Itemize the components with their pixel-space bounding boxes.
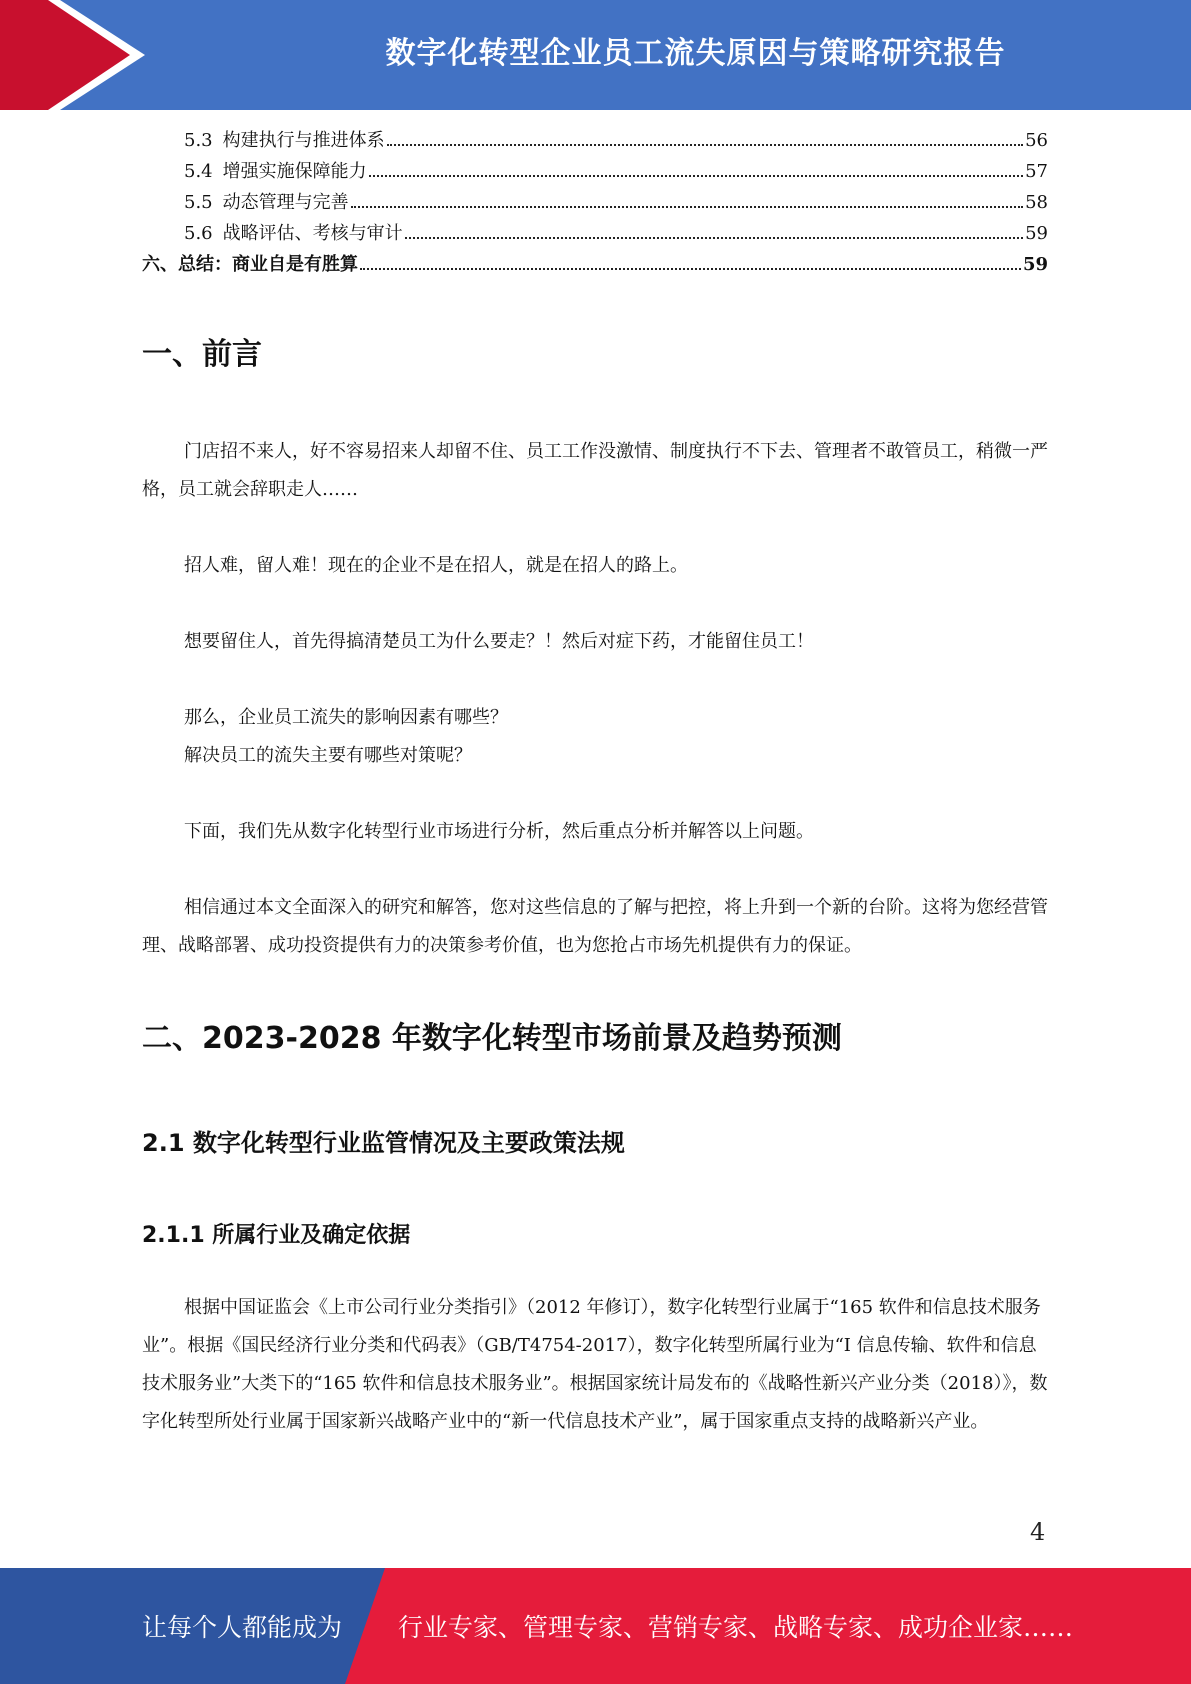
toc-item[interactable] — [142, 250, 1048, 281]
paragraph: 根据中国证监会《上市公司行业分类指引》（2012 年修订），数字化转型行业属于“165 软件和信息技术服务业”。根据《国民经济行业分类和代码表》（GB/T4754-2017），数字化转型所属行业为“I 信息传输、软件和信息技术服务业”大类下的“165 软件和信息技术服务业”。根据国家统计局发布的《战略性新兴产业分类（2018）》，数字化转型所处行业属于国家新兴战略产业中的“新一代信息技术产业”，属于国家重点支持的战略新兴产业。 — [142, 1297, 1048, 1432]
toc-item-page: 59 — [1025, 223, 1048, 244]
toc-item-label: 构建执行与推进体系 — [222, 130, 385, 151]
subsection-heading: 2.1 数字化转型行业监管情况及主要政策法规 — [142, 1129, 625, 1157]
toc-item-label: 六、总结：商业自是有胜算 — [142, 254, 358, 275]
page-footer — [0, 1568, 1191, 1684]
document-body — [142, 126, 1048, 1441]
toc-item[interactable] — [142, 157, 1048, 188]
toc-item-number: 5.4 — [184, 161, 213, 182]
paragraph: 想要留住人，首先得搞清楚员工为什么要走？！然后对症下药，才能留住员工！ — [184, 631, 814, 652]
toc-leader — [405, 237, 1023, 239]
paragraph: 那么，企业员工流失的影响因素有哪些？ — [184, 707, 508, 728]
page-number: 4 — [1030, 1518, 1046, 1546]
paragraph: 下面，我们先从数字化转型行业市场进行分析，然后重点分析并解答以上问题。 — [184, 821, 814, 842]
section-heading-preface: 一、前言 — [142, 337, 262, 372]
toc-leader — [360, 268, 1021, 270]
section-heading-market-outlook: 二、2023-2028 年数字化转型市场前景及趋势预测 — [142, 1021, 842, 1056]
toc-item-number: 5.3 — [184, 130, 213, 151]
paragraph: 招人难，留人难！现在的企业不是在招人，就是在招人的路上。 — [184, 555, 688, 576]
toc-leader — [351, 206, 1023, 208]
toc-item-number: 5.5 — [184, 192, 213, 213]
toc-item[interactable] — [142, 126, 1048, 157]
toc-item-label: 战略评估、考核与审计 — [222, 223, 403, 244]
toc-leader — [387, 144, 1023, 146]
paragraph: 相信通过本文全面深入的研究和解答，您对这些信息的了解与把控，将上升到一个新的台阶。这将为您经营管理、战略部署、成功投资提供有力的决策参考价值，也为您抢占市场先机提供有力的保证。 — [142, 897, 1048, 956]
page-header — [0, 0, 1191, 110]
toc-item-page: 58 — [1025, 192, 1048, 213]
toc-leader — [369, 175, 1023, 177]
footer-slogan-right: 行业专家、管理专家、营销专家、战略专家、成功企业家…… — [398, 1613, 1074, 1642]
toc-item-label: 增强实施保障能力 — [222, 161, 367, 182]
toc-item-page: 56 — [1025, 130, 1048, 151]
toc-item-page: 59 — [1022, 254, 1048, 275]
toc-item-page: 57 — [1025, 161, 1048, 182]
footer-slogan-left: 让每个人都能成为 — [142, 1613, 343, 1642]
toc-item[interactable] — [142, 219, 1048, 250]
subsubsection-heading: 2.1.1 所属行业及确定依据 — [142, 1223, 411, 1248]
paragraph: 门店招不来人，好不容易招来人却留不住、员工工作没激情、制度执行不下去、管理者不敢管员工，稍微一严格，员工就会辞职走人…… — [142, 441, 1048, 500]
toc-item-number: 5.6 — [184, 223, 213, 244]
header-arrow-decoration — [0, 0, 160, 110]
header-title: 数字化转型企业员工流失原因与策略研究报告 — [385, 36, 1006, 71]
paragraph: 解决员工的流失主要有哪些对策呢？ — [184, 745, 472, 766]
toc-item[interactable] — [142, 188, 1048, 219]
table-of-contents — [142, 126, 1048, 281]
toc-item-label: 动态管理与完善 — [222, 192, 349, 213]
